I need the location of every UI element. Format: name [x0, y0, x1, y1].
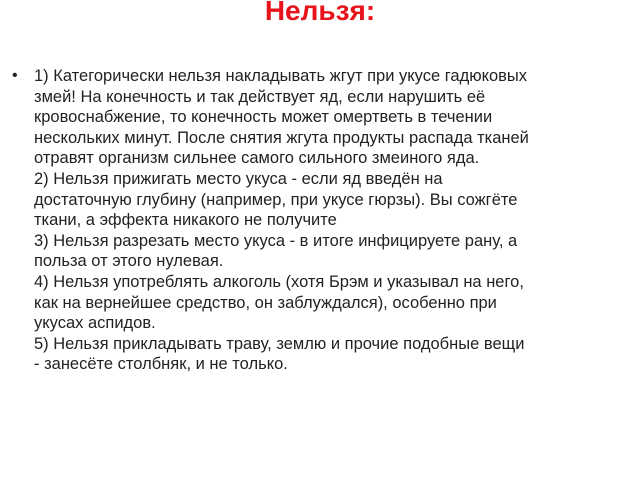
text-line: нескольких минут. После снятия жгута продукты распада тканей	[34, 128, 529, 147]
text-line: 2) Нельзя прижигать место укуса - если яд введён на	[34, 169, 443, 188]
text-line: укусах аспидов.	[34, 314, 156, 333]
slide-title: Нельзя:	[264, 0, 376, 26]
bullet-icon: •	[12, 67, 18, 84]
text-line: польза от этого нулевая.	[34, 252, 224, 271]
text-line: отравят организм сильнее самого сильного змеиного яда.	[34, 149, 480, 168]
text-line: - занесёте столбняк, и не только.	[34, 355, 288, 374]
text-line: ткани, а эффекта никакого не получите	[34, 211, 337, 230]
text-line: 3) Нельзя разрезать место укуса - в итоге инфицируете рану, а	[34, 231, 518, 250]
text-line: кровоснабжение, то конечность может омертветь в течении	[34, 108, 493, 127]
text-line: достаточную глубину (например, при укусе гюрзы). Вы сожгёте	[34, 190, 518, 209]
text-line: змей! На конечность и так действует яд, если нарушить её	[34, 87, 486, 106]
slide-body	[12, 66, 609, 375]
text-line: 1) Категорически нельзя накладывать жгут при укусе гадюковых	[34, 67, 528, 85]
text-line: 5) Нельзя прикладывать траву, землю и прочие подобные вещи	[34, 334, 525, 353]
text-line: как на вернейшее средство, он заблуждался), особенно при	[34, 293, 497, 312]
text-line: 4) Нельзя употреблять алкоголь (хотя Брэм и указывал на него,	[34, 272, 524, 291]
